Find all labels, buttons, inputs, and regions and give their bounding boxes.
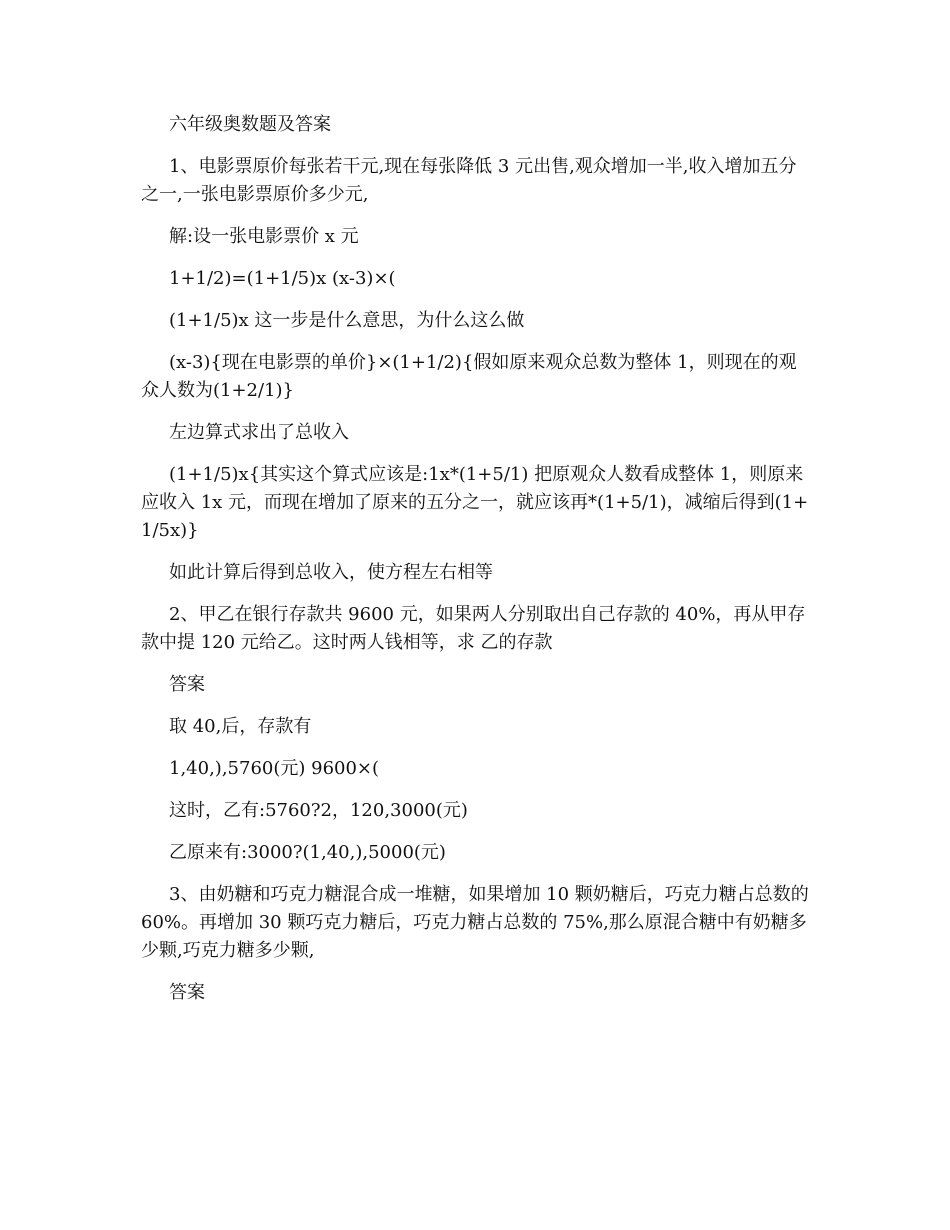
- explanation-paragraph: (x-3){现在电影票的单价}×(1+1/2){假如原来观众总数为整体 1，则现在的观众人数为(1+2/1)}: [141, 352, 797, 401]
- answer-heading: 答案: [169, 674, 205, 695]
- explanation-paragraph: 左边算式求出了总收入: [169, 422, 349, 443]
- question-3-text: 3、由奶糖和巧克力糖混合成一堆糖，如果增加 10 颗奶糖后，巧克力糖占总数的 60%。再增加 30 颗巧克力糖后，巧克力糖占总数的 75%,那么原混合糖中有奶糖多少颗,巧克力糖多少颗,: [141, 884, 809, 961]
- answer-line: 1,40,),5760(元) 9600×(: [169, 758, 380, 779]
- explanation-paragraph: (1+1/5)x{其实这个算式应该是:1x*(1+5/1) 把原观众人数看成整体 1，则原来应收入 1x 元，而现在增加了原来的五分之一，就应该再*(1+5/1)，减缩后得到(1+1/5x)}: [141, 464, 809, 541]
- answer-line: 这时，乙有:5760?2，120,3000(元): [169, 800, 468, 821]
- answer-line: 取 40,后，存款有: [169, 716, 312, 737]
- answer-heading: 答案: [169, 982, 205, 1003]
- question-2-text: 2、甲乙在银行存款共 9600 元，如果两人分别取出自己存款的 40%，再从甲存款中提 120 元给乙。这时两人钱相等，求 乙的存款: [141, 604, 806, 653]
- document-body: [141, 111, 813, 1021]
- answer-line: 乙原来有:3000?(1,40,),5000(元): [169, 842, 446, 863]
- question-1-text: 1、电影票原价每张若干元,现在每张降低 3 元出售,观众增加一半,收入增加五分之一,一张电影票原价多少元,: [141, 156, 797, 205]
- document-title: 六年级奥数题及答案: [169, 114, 331, 135]
- follow-up-question: (1+1/5)x 这一步是什么意思，为什么这么做: [169, 310, 525, 331]
- equation-line: 1+1/2)=(1+1/5)x (x-3)×(: [169, 268, 396, 289]
- solution-setup: 解:设一张电影票价 x 元: [169, 226, 359, 247]
- explanation-paragraph: 如此计算后得到总收入，使方程左右相等: [169, 562, 493, 583]
